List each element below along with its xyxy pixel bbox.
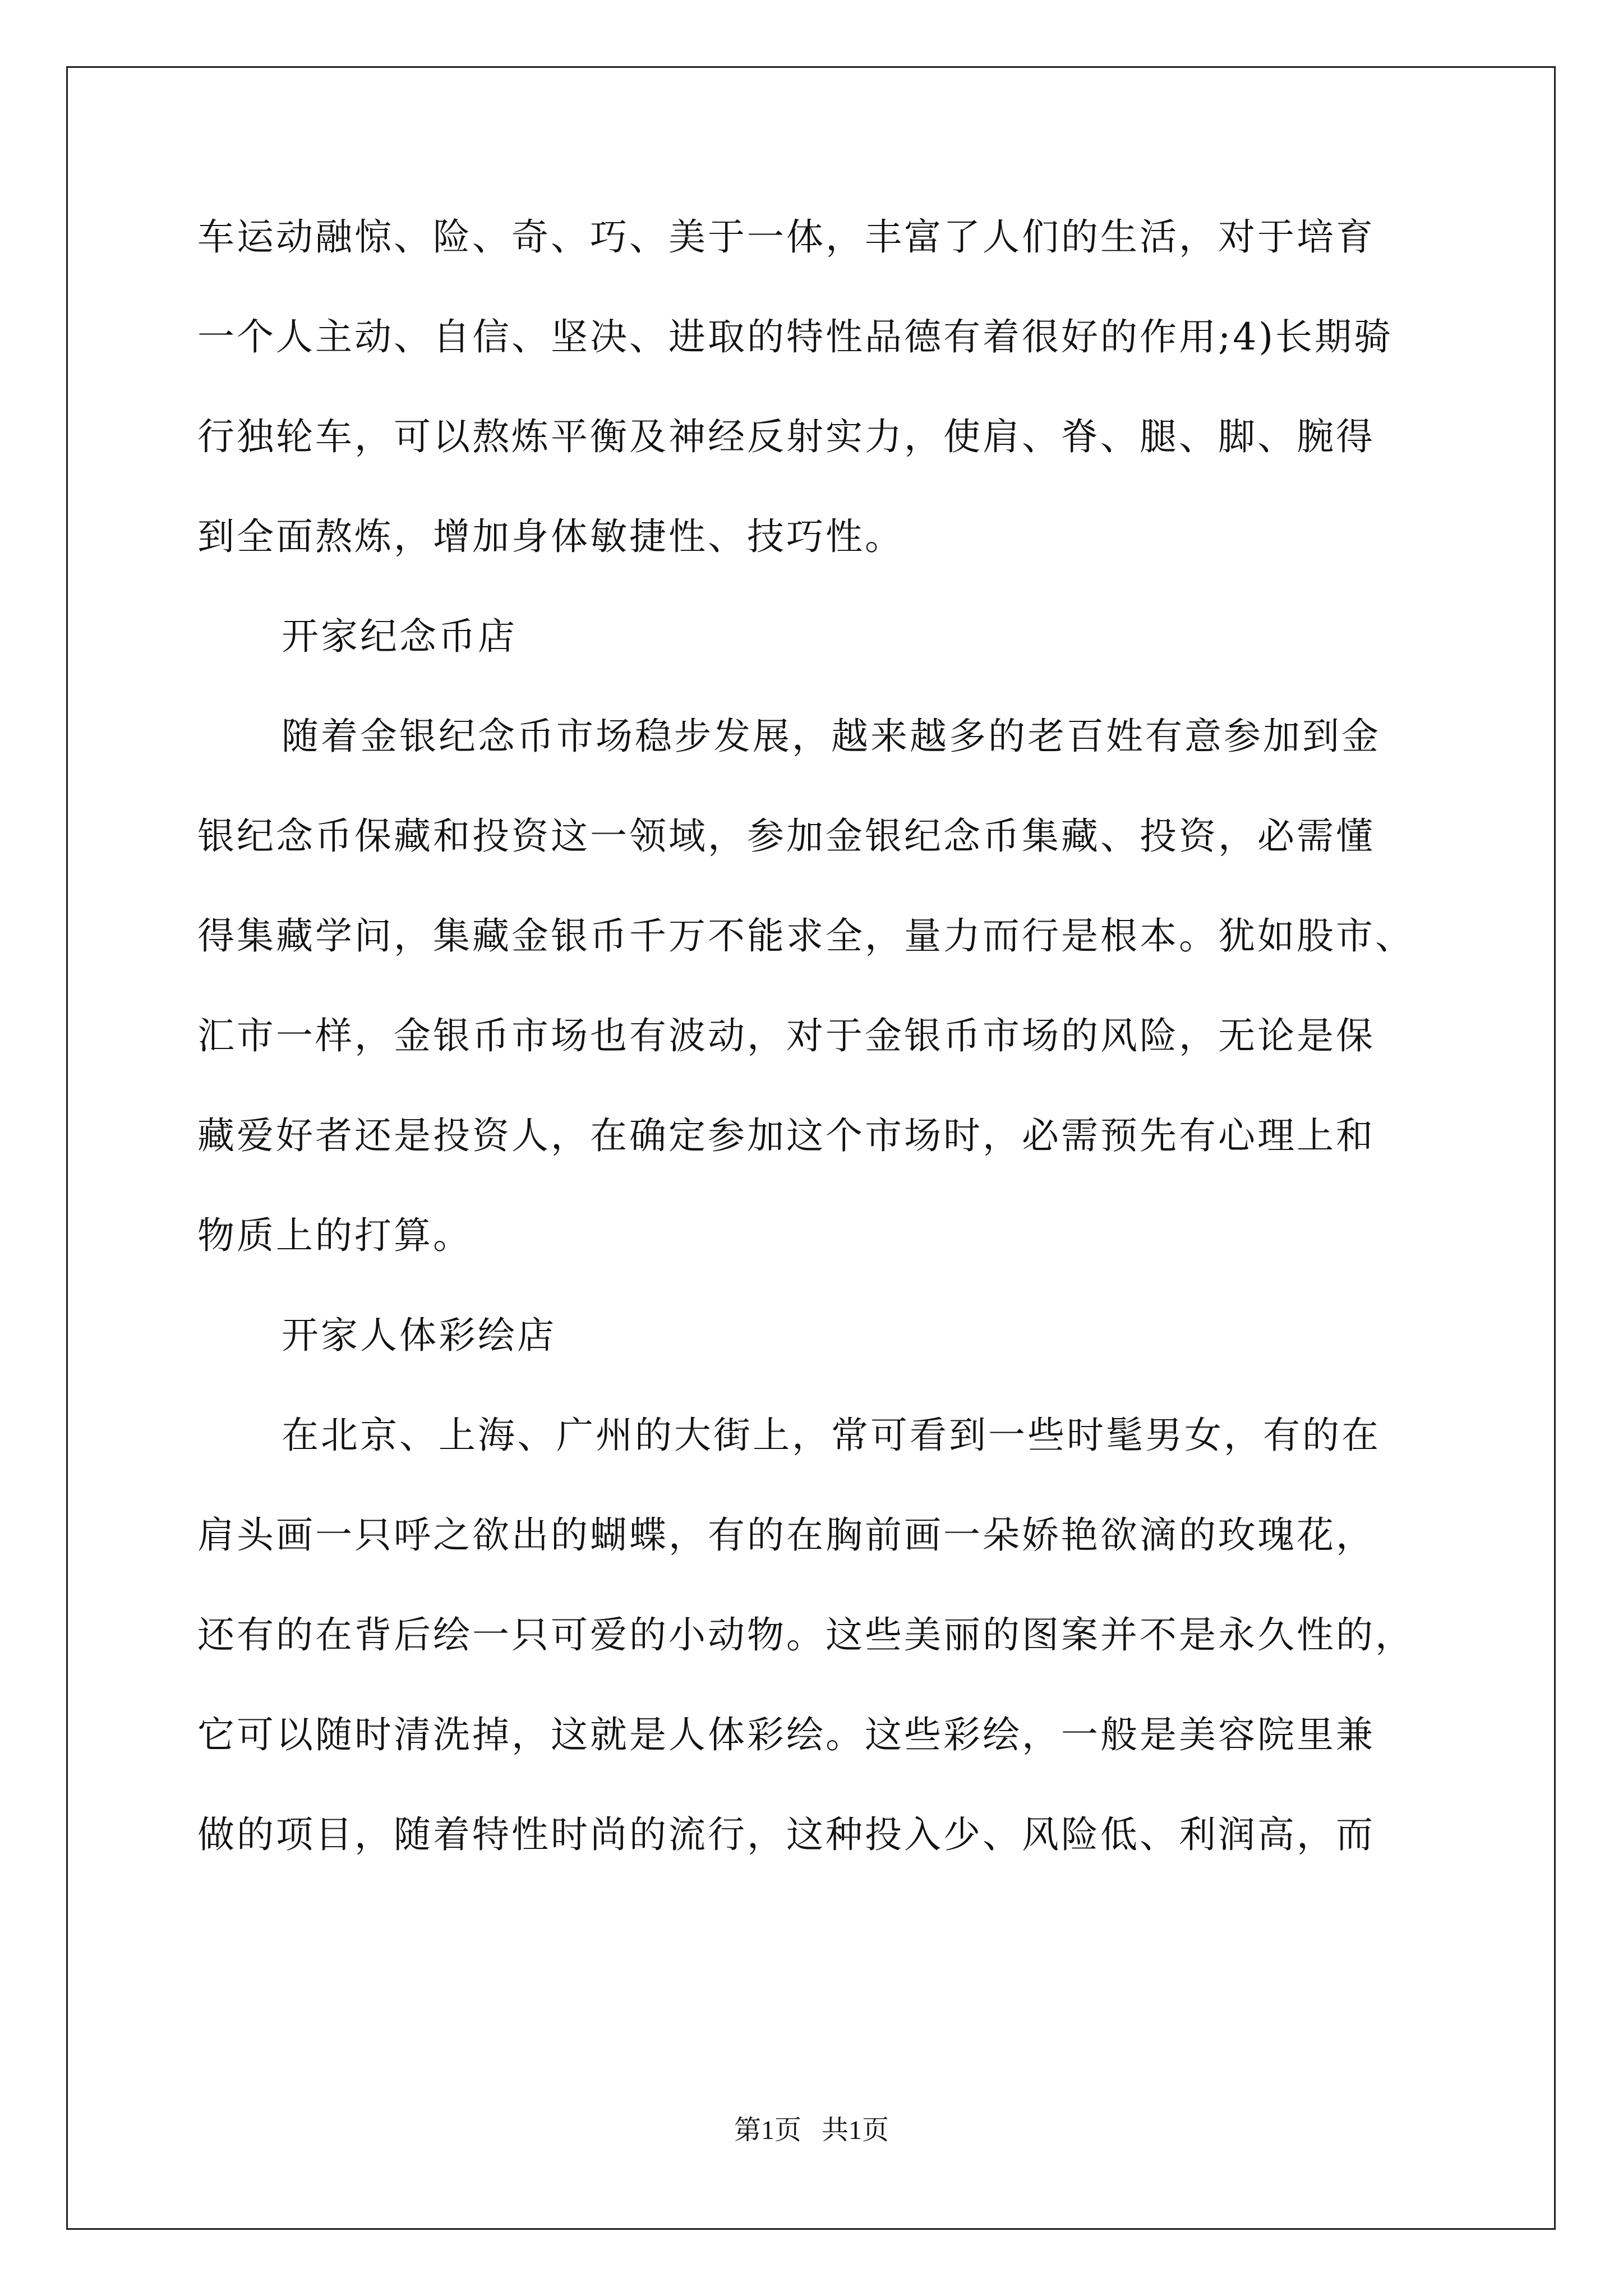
text-line: 得集藏学问，集藏金银币千万不能求全，量力而行是根本。犹如股市、 <box>197 914 1414 958</box>
page-number: 第1页 共1页 <box>734 2115 889 2145</box>
text-line: 到全面熬炼，增加身体敏捷性、技巧性。 <box>197 515 904 558</box>
section-heading: 开家纪念币店 <box>282 615 517 658</box>
text-line: 汇市一样，金银币市场也有波动，对于金银币市场的风险，无论是保 <box>197 1014 1375 1057</box>
section-heading: 开家人体彩绘店 <box>282 1314 556 1357</box>
text-line: 它可以随时清洗掉，这就是人体彩绘。这些彩绘，一般是美容院里兼 <box>197 1713 1375 1756</box>
text-line: 还有的在背后绘一只可爱的小动物。这些美丽的图案并不是永久性的， <box>197 1613 1414 1657</box>
text-line: 车运动融惊、险、奇、巧、美于一体，丰富了人们的生活，对于培育 <box>197 215 1375 259</box>
text-line: 藏爱好者还是投资人，在确定参加这个市场时，必需预先有心理上和 <box>197 1114 1375 1157</box>
text-line: 随着金银纪念币市场稳步发展，越来越多的老百姓有意参加到金 <box>282 715 1381 758</box>
text-line: 在北京、上海、广州的大街上，常可看到一些时髦男女，有的在 <box>282 1414 1381 1457</box>
page-footer <box>0 2114 1623 2147</box>
text-line: 一个人主动、自信、坚决、进取的特性品德有着很好的作用;4)长期骑 <box>197 315 1393 358</box>
text-line: 肩头画一只呼之欲出的蝴蝶，有的在胸前画一朵娇艳欲滴的玫瑰花， <box>197 1513 1375 1557</box>
text-line: 物质上的打算。 <box>197 1214 472 1257</box>
text-line: 银纪念币保藏和投资这一领域，参加金银纪念币集藏、投资，必需懂 <box>197 815 1375 858</box>
text-line: 做的项目，随着特性时尚的流行，这种投入少、风险低、利润高，而 <box>197 1813 1375 1856</box>
text-line: 行独轮车，可以熬炼平衡及神经反射实力，使肩、脊、腿、脚、腕得 <box>197 415 1375 458</box>
